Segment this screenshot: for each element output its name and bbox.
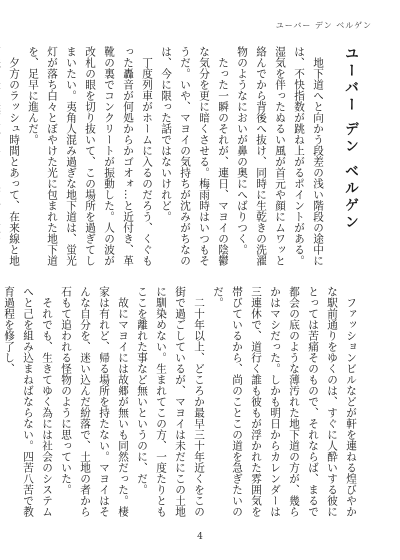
paragraph: ファッションビルなどが軒を連ねる煌びやかな駅前通りをゆくのは、すぐに人酔いする彼にとっては苦痛そのもので、それならば、まるで都会の底のような薄汚れた地下道の方が、幾らかはマシだった。しかも明日からカレンダーは三連休で、道行く誰も彼もが浮かれた雰囲気を帯びているから、尚のことこの道を急ぎたいのだ。 bbox=[212, 286, 357, 517]
running-header: ユーバー デン ベルゲン bbox=[275, 21, 372, 30]
paragraph: 夕方のラッシュ時間とあって、在来線と地 bbox=[8, 56, 20, 266]
paragraph: それでも、生きてゆく為には社会のシステムへと己を組み込まねばならない。四苦八苦で教育過程を修了し、 bbox=[3, 286, 53, 517]
paragraph: たった一瞬のそれが、連日、マヨイの陰鬱な気分を更に暗くさせる。梅雨時はいつもそうだ。いや、マヨイの気持ちが沈みがちなのは、今に限った話ではないけれど。 bbox=[160, 46, 229, 266]
text-block-bottom bbox=[3, 286, 360, 522]
text-block-top bbox=[8, 46, 360, 268]
page-number: 4 bbox=[197, 532, 203, 542]
chapter-title: ユーバー デン ベルゲン bbox=[343, 46, 359, 232]
paragraph: 地下道へと向かう段差の浅い階段の途中には、不快指数が跳ね上がるポイントがある。湿気を伴ったぬるい風が首元や顔にムワッと絡んでから背後へ抜け、同時に生乾きの洗濯物のようなにおいが鼻の奥にへばりつく。 bbox=[236, 46, 324, 266]
paragraph: 丁度列車がホームに入るのだろう、くぐもった轟音が何処からかゴオォ…と近付き、革靴の裏でコンクリートが振動した。人の波が改札の眼を切り抜いて、この場所を過ぎてしまいたい。夷角人混み過ぎな地下道は、蛍光灯が落ち白々とぼやけた光に包まれた地下道を、足早に進んだ。 bbox=[27, 46, 153, 266]
paragraph: 故にマヨイには故郷が無いも同然だった。棲家は有れど、帰る場所を持たない。マヨイはそんな自分を、迷い込んだ紛落で、土地の者から石もて追われる怪物のように思っていた。 bbox=[60, 286, 129, 517]
paragraph: 二十年以上、どころか最早三十年近くをこの街で過ごしているが、マヨイは未だにこの土地に馴染めない。生まれてこの方、一度たりともここを離れた事など無いというのに、だ。 bbox=[136, 286, 205, 517]
